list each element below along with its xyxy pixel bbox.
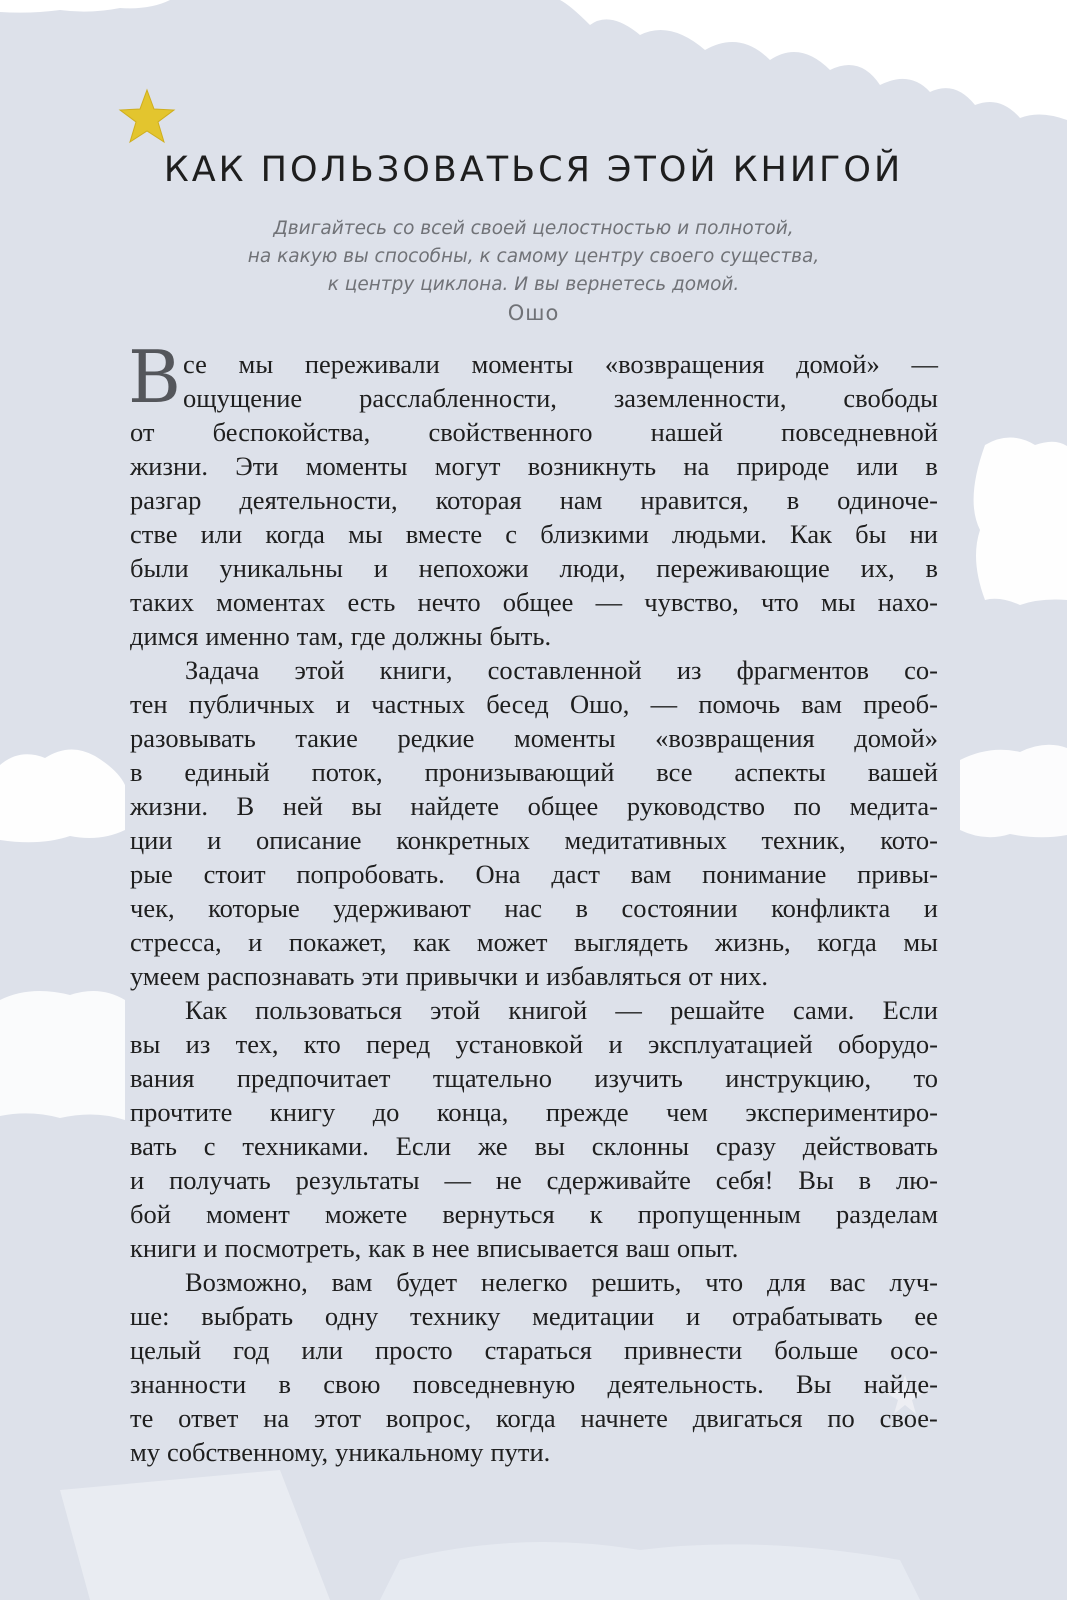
text-line: стресса, и покажет, как может выглядеть жизнь, когда мы <box>130 927 938 957</box>
text-line: Задача этой книги, составленной из фрагментов со- <box>185 655 938 685</box>
text-line: Как пользоваться этой книгой — решайте сами. Если <box>185 995 938 1025</box>
text-line: прочтите книгу до конца, прежде чем экспериментиро- <box>130 1097 938 1127</box>
text-line: се мы переживали моменты «возвращения домой» — <box>183 349 938 379</box>
text-line: жизни. В ней вы найдете общее руководство по медита- <box>130 791 938 821</box>
text-line: вы из тех, кто перед установкой и эксплуатацией оборудо- <box>130 1029 938 1059</box>
text-line: ощущение расслабленности, заземленности, свободы <box>183 383 938 413</box>
epigraph-author: Ошо <box>507 301 560 325</box>
text-line: книги и посмотреть, как в нее вписывается ваш опыт. <box>130 1233 739 1263</box>
text-line: жизни. Эти моменты могут возникнуть на природе или в <box>130 451 938 481</box>
text-line: в единый поток, пронизывающий все аспекты вашей <box>130 757 938 787</box>
text-line: и получать результаты — не сдерживайте себя! Вы в лю- <box>130 1165 938 1195</box>
text-line: тен публичных и частных бесед Ошо, — помочь вам преоб- <box>130 689 938 719</box>
page-title: КАК ПОЛЬЗОВАТЬСЯ ЭТОЙ КНИГОЙ <box>163 150 904 190</box>
text-line: были уникальны и непохожи люди, переживающие их, в <box>130 553 938 583</box>
epigraph-line: к центру циклона. И вы вернетесь домой. <box>327 274 740 295</box>
text-line: димся именно там, где должны быть. <box>130 621 552 651</box>
text-line: чек, которые удерживают нас в состоянии конфликта и <box>130 893 938 923</box>
text-line: бой момент можете вернуться к пропущенным разделам <box>130 1199 938 1229</box>
text-line: таких моментах есть нечто общее — чувство, что мы нахо- <box>130 587 938 617</box>
text-line: рые стоит попробовать. Она даст вам понимание привы- <box>130 859 938 889</box>
text-line: ции и описание конкретных медитативных техник, кото- <box>130 825 938 855</box>
text-line: разгар деятельности, которая нам нравится, в одиноче- <box>130 485 938 515</box>
text-line: целый год или просто стараться привнести больше осо- <box>130 1335 938 1365</box>
text-line: му собственному, уникальному пути. <box>130 1437 551 1467</box>
epigraph <box>100 215 967 299</box>
text-line: умеем распознавать эти привычки и избавляться от них. <box>130 961 768 991</box>
text-line: вания предпочитает тщательно изучить инструкцию, то <box>130 1063 938 1093</box>
text-line: стве или когда мы вместе с близкими людьми. Как бы ни <box>130 519 938 549</box>
text-line: разовывать такие редкие моменты «возвращения домой» <box>130 723 938 753</box>
text-line: от беспокойства, свойственного нашей повседневной <box>130 417 938 447</box>
epigraph-line: на какую вы способны, к самому центру своего существа, <box>247 246 820 267</box>
drop-cap: В <box>128 335 181 419</box>
text-line: те ответ на этот вопрос, когда начнете двигаться по свое- <box>130 1403 938 1433</box>
text-line: Возможно, вам будет нелегко решить, что для вас луч- <box>185 1267 938 1297</box>
text-line: вать с техниками. Если же вы склонны сразу действовать <box>130 1131 938 1161</box>
body-text <box>130 347 938 1469</box>
text-line: знанности в свою повседневную деятельность. Вы найде- <box>130 1369 938 1399</box>
star-icon <box>118 88 176 146</box>
text-line: ше: выбрать одну технику медитации и отрабатывать ее <box>130 1301 938 1331</box>
epigraph-line: Двигайтесь со всей своей целостностью и полнотой, <box>273 218 794 239</box>
